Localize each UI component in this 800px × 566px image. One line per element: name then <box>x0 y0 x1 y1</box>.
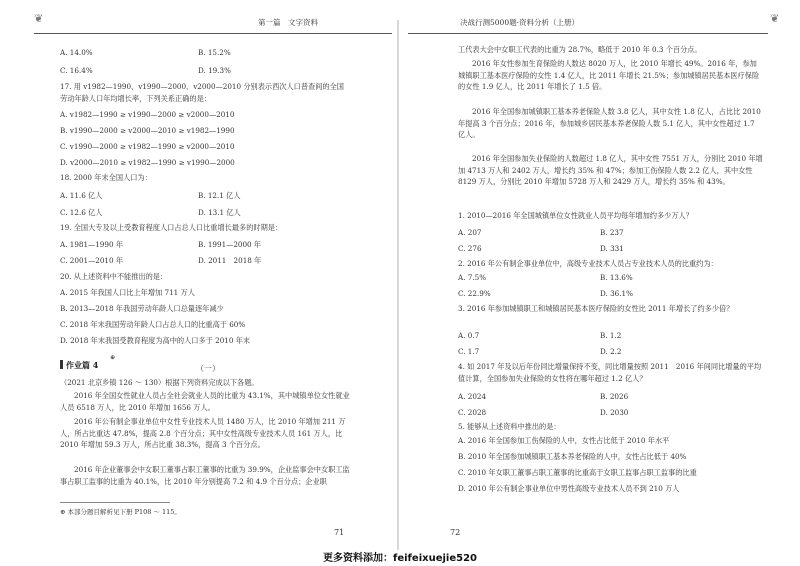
q3-option-c: C. 1.7 <box>458 347 480 356</box>
right-paragraph-3: 2016 年全国参加失业保险的人数超过 1.8 亿人，其中女性 7551 万人，分别比 2010 年增加 4713 万人和 2402 万人，增长约 35% 和 47%；参加工伤保险人数 2.2 亿人，其中女性 8129 万人，分别比 2010 年增加 5728 万人和 2429 万人，增长约 35% 和 43%。 <box>458 154 763 186</box>
q5-option-b: B. 2010 年全国参加城镇职工基本养老保险的人中，女性占比低于 40% <box>458 452 687 461</box>
q19-option-b: B. 1991—2000 年 <box>198 240 262 249</box>
q18-stem: 18. 2000 年末全国人口为： <box>60 173 152 182</box>
q19-option-a: A. 1981—1990 年 <box>60 240 124 249</box>
header-rule-right <box>408 33 768 34</box>
q2-stem: 2. 2016 年公有制企事业单位中，高级专业技术人员占专业技术人员的比重约为： <box>458 259 718 268</box>
right-paragraph-2: 2016 年全国参加城镇职工基本养老保险人数 3.8 亿人，其中女性 1.8 亿人，占比比 2010 年提高 3 个百分点；2016 年，参加城乡居民基本养老保险人数 5.1 亿人，其中女性超过 1.7 亿人。 <box>458 107 761 139</box>
q18-option-b: B. 12.1 亿人 <box>198 191 241 200</box>
q4-stem: 4. 如 2017 年及以后年份同比增量保持不变，同比增量按照 2011 2016 年间同比增量的平均值计算，全国参加失业保险的女性将在哪年超过 1.2 亿人？ <box>458 362 762 383</box>
q18-option-a: A. 11.6 亿人 <box>60 191 103 200</box>
ornament-icon-right: ❦ <box>770 12 780 25</box>
q17-option-c: C. v1990—2000 ≥ v1982—1990 ≥ v2000—2010 <box>60 142 235 151</box>
q20-option-c: C. 2018 年末我国劳动年龄人口占总人口的比重高于 60% <box>60 320 246 329</box>
q20-option-d: D. 2018 年末我国受教育程度为高中的人口多于 2010 年末 <box>60 336 251 345</box>
q16-option-a: A. 14.0% <box>60 48 93 57</box>
q2-option-c: C. 22.9% <box>458 289 491 298</box>
q16-option-c: C. 16.4% <box>60 66 93 75</box>
page-number-left: 71 <box>334 528 345 537</box>
q17-option-a: A. v1982—1990 ≥ v1990—2000 ≥ v2000—2010 <box>60 110 235 119</box>
part-title: （一） <box>196 364 220 373</box>
q1-option-c: C. 276 <box>458 244 482 253</box>
left-paragraph-2: 2016 年公有制企事业单位中女性专业技术人员 1480 万人，比 2010 年增加 211 万人，所占比重达 47.8%，提高 2.8 个百分点；其中女性高级专业技术人员 161 万人，比 2010 年增加 59.3 万人，所占比重 38.3%，提高 3 个百分点。 <box>60 417 346 449</box>
header-rule <box>34 33 392 34</box>
section-title: 作业篇 4 <box>60 360 98 371</box>
ornament-icon: ❦ <box>34 12 44 25</box>
q20-option-a: A. 2015 年我国人口比上年增加 711 万人 <box>60 288 195 297</box>
header-left: 第一篇 文字资料 <box>258 18 318 27</box>
q3-option-a: A. 0.7 <box>458 331 480 340</box>
footer-contact: 更多资料添加：feifeixuejie520 <box>323 553 477 564</box>
section-mark: ⊕ <box>110 354 116 361</box>
q2-option-b: B. 13.6% <box>600 273 633 282</box>
q2-option-a: A. 7.5% <box>458 273 487 282</box>
right-page <box>400 0 800 540</box>
intro-line: （2021 北京乡镇 126 ～ 130）根据下列资料完成以下各题。 <box>60 378 259 387</box>
q4-option-b: B. 2026 <box>600 392 629 401</box>
q19-stem: 19. 全国大专及以上受教育程度人口占总人口比重增长最多的时期是： <box>60 223 283 232</box>
q19-option-d: D. 2011 2018 年 <box>198 256 262 265</box>
q20-stem: 20. 从上述资料中不能推出的是： <box>60 272 168 281</box>
q4-option-c: C. 2028 <box>458 408 487 417</box>
q5-option-c: C. 2010 年女职工董事占职工董事的比重高于女职工监事占职工监事的比重 <box>458 468 697 477</box>
q3-option-b: B. 1.2 <box>600 331 622 340</box>
page-number-right: 72 <box>450 528 461 537</box>
footnote: ⊕ 本部分题目解析见下册 P108 ～ 115。 <box>60 508 181 516</box>
left-paragraph-1: 2016 年全国女性就业人员占全社会就业人员的比重为 43.1%，其中城镇单位女性就业人员 6518 万人，比 2010 年增加 1656 万人。 <box>60 391 350 412</box>
q16-option-d: D. 19.3% <box>198 66 231 75</box>
q18-option-d: D. 13.1 亿人 <box>198 208 241 217</box>
q4-option-a: A. 2024 <box>458 392 487 401</box>
q20-option-b: B. 2013—2018 年我国劳动年龄人口总量逐年减少 <box>60 304 224 313</box>
q1-option-d: D. 331 <box>600 244 624 253</box>
q1-option-b: B. 237 <box>600 228 624 237</box>
left-paragraph-3: 2016 年企业董事会中女职工董事占职工董事的比重为 39.9%，企业监事会中女职工监事占职工监事的比重为 40.1%，比 2010 年分别提高 7.2 和 4.9 个百分点；企业职 <box>60 465 350 486</box>
right-paragraph-cont: 工代表大会中女职工代表的比重为 28.7%，略低于 2010 年 0.3 个百分点。 <box>458 45 702 54</box>
q5-stem: 5. 能够从上述资料中推出的是： <box>458 422 561 431</box>
right-paragraph-1: 2016 年女性参加生育保险的人数达 8020 万人，比 2010 年增长 49%。2016 年，参加城镇职工基本医疗保险的女性 1.4 亿人，比 2011 年增长 21.5%；参加城镇居民基本医疗保险的女性 1.9 亿人，比 2011 年增长了 1.5 倍。 <box>458 59 760 91</box>
q16-option-b: B. 15.2% <box>198 48 231 57</box>
q17-option-d: D. v2000—2010 ≥ v1982—1990 ≥ v1990—2000 <box>60 158 235 167</box>
q17-option-b: B. v1990—2000 ≥ v2000—2010 ≥ v1982—1990 <box>60 126 235 135</box>
header-right: 决战行测5000题·资料分析（上册） <box>460 18 579 27</box>
footnote-rule <box>60 502 170 503</box>
q19-option-c: C. 2001—2010 年 <box>60 256 124 265</box>
q4-option-d: D. 2030 <box>600 408 629 417</box>
q1-stem: 1. 2010—2016 年全国城镇单位女性就业人员平均每年增加约多少万人？ <box>458 211 693 220</box>
q18-option-c: C. 12.6 亿人 <box>60 208 103 217</box>
q17-stem: 17. 用 v1982—1990、v1990—2000、v2000—2010 分别表示西次人口普查间的全国劳动年龄人口年均增长率，下列关系正确的是： <box>60 82 344 103</box>
q1-option-a: A. 207 <box>458 228 482 237</box>
q3-stem: 3. 2016 年参加城镇职工和城镇居民基本医疗保险的女性比 2011 年增长了约多少倍？ <box>458 304 734 313</box>
q2-option-d: D. 36.1% <box>600 289 633 298</box>
q5-option-d: D. 2010 年公有制企事业单位中男性高级专业技术人员不到 210 万人 <box>458 484 680 493</box>
q5-option-a: A. 2016 年全国参加工伤保险的人中，女性占比低于 2010 年水平 <box>458 436 670 445</box>
q3-option-d: D. 2.2 <box>600 347 622 356</box>
left-page <box>0 0 400 540</box>
